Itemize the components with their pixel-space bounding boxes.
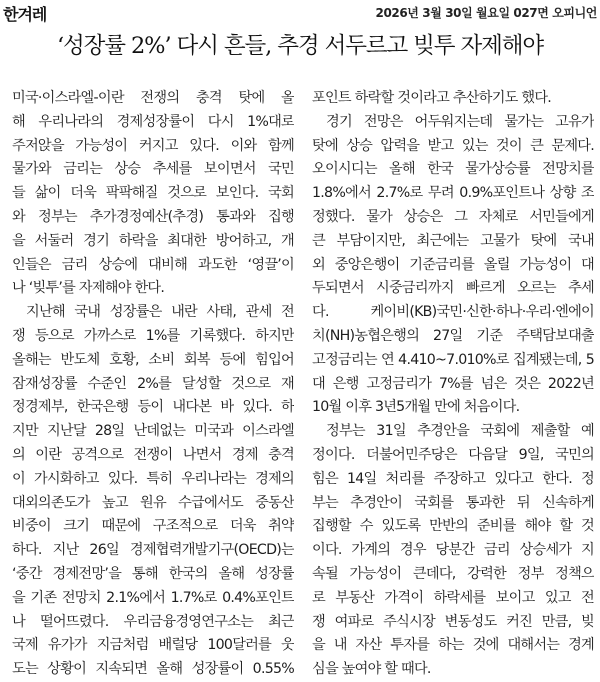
text-line: 이다. 가계의 경우 당분간 금리 상승세가 지 [312, 542, 594, 559]
newspaper-logo: 한겨레 [3, 5, 47, 24]
text-line: 물가와 금리는 상승 추세를 보이면서 국민 [12, 161, 294, 178]
text-line: 로 부동산 가격이 하락세를 보이고 있고 전 [312, 589, 594, 606]
text-line: 와 정부는 추가경정예산(추경) 통과와 집행 [12, 208, 294, 225]
text-line: 큰 부담이지만, 최근에는 고물가 탓에 국내 [312, 232, 594, 249]
text-line: 심을 높여야 할 때다. [312, 661, 431, 678]
text-line: 을 서둘러 경기 하락을 최대한 방어하고, 개 [12, 232, 294, 249]
text-line: 쟁 등으로 가까스로 1%를 기록했다. 하지만 [12, 327, 294, 344]
text-line: 10월 이후 3년5개월 만에 처음이다. [312, 399, 520, 416]
text-line: ‘중간 경제전망’을 통해 한국의 올해 성장률 [12, 565, 294, 582]
text-line: 다. 케이비(KB)국민·신한·하나·우리·엔에이 [312, 304, 594, 321]
text-line: 의 이란 공격으로 전쟁이 나면서 경제 충격 [12, 446, 294, 463]
text-line: 비중이 크기 때문에 구조적으로 더욱 취약 [12, 518, 294, 535]
text-line: 고정금리는 연 4.410~7.010%로 집계됐는데, 5 [312, 351, 594, 368]
text-line: 이 가시화하고 있다. 특히 우리나라는 경제의 [12, 470, 294, 487]
text-line: 해 우리나라의 경제성장률이 다시 1%대로 [12, 113, 294, 130]
text-line: 치(NH)농협은행의 27일 기준 주택담보대출 [312, 327, 594, 344]
article-headline: ‘성장률 2%’ 다시 흔들, 추경 서두르고 빚투 자제해야 [56, 33, 544, 59]
text-line: 속될 가능성이 큰데다, 강력한 정부 정책으 [312, 565, 594, 582]
text-line: 1.8%에서 2.7%로 무려 0.9%포인트나 상향 조 [312, 185, 594, 202]
text-line: 나 떨어뜨렸다. 우리금융경영연구소는 최근 [12, 613, 294, 630]
text-line: 을 기존 전망치 2.1%에서 1.7%로 0.4%포인트 [12, 589, 294, 606]
text-line: 쟁 여파로 주식시장 변동성도 커진 만큼, 빚 [312, 613, 594, 630]
paragraph-start-line: 정부는 31일 추경안을 국회에 제출할 예 [326, 423, 594, 440]
text-line: 잠재성장률 수준인 2%를 달성할 것으로 재 [12, 375, 294, 392]
text-line: 주저앉을 가능성이 커지고 있다. 이와 함께 [12, 137, 294, 154]
text-line: 집행할 수 있도록 만반의 준비를 해야 할 것 [312, 518, 594, 535]
text-line: 올해는 반도체 호황, 소비 회복 등에 힘입어 [12, 351, 294, 368]
text-line: 오이시디는 올해 한국 물가상승률 전망치를 [312, 161, 594, 178]
text-line: 정했다. 물가 상승은 그 자체로 서민들에게 [312, 208, 594, 225]
text-line: 대 은행 고정금리가 7%를 넘은 것은 2022년 [312, 375, 594, 392]
text-line: 두되면서 시중금리까지 빠르게 오르는 추세 [312, 280, 594, 297]
text-line: 외 중앙은행이 기준금리를 올릴 가능성이 대 [312, 256, 594, 273]
text-line: 국제 유가가 지금처럼 배럴당 100달러를 웃 [12, 637, 294, 654]
masthead [0, 0, 600, 26]
text-line: 탓에 상승 압력을 받고 있는 것이 큰 문제다. [312, 137, 594, 154]
text-line: 지만 지난달 28일 난데없는 미국과 이스라엘 [12, 423, 294, 440]
paragraph-start-line: 지난해 국내 성장률은 내란 사태, 관세 전 [26, 304, 294, 321]
text-line: 하다. 지난 26일 경제협력개발기구(OECD)는 [12, 542, 294, 559]
text-line: 부는 추경안이 국회를 통과한 뒤 신속하게 [312, 494, 594, 511]
text-line: 정경제부, 한국은행 등이 내다본 바 있다. 하 [12, 399, 294, 416]
article-column-left [12, 87, 294, 682]
text-line: 미국·이스라엘-이란 전쟁의 충격 탓에 올 [12, 90, 294, 106]
text-line: 들 삶이 더욱 팍팍해질 것으로 보인다. 국회 [12, 185, 294, 202]
text-line: 힘은 14일 처리를 주장하고 있다고 한다. 정 [312, 470, 594, 487]
text-line: 포인트 하락할 것이라고 추산하기도 했다. [312, 90, 552, 106]
dateline: 2026년 3월 30일 월요일 027면 오피니언 [375, 6, 597, 20]
text-line: 대외의존도가 높고 원유 수급에서도 중동산 [12, 494, 294, 511]
text-line: 정이다. 더불어민주당은 다음달 9일, 국민의 [312, 446, 594, 463]
text-line: 도는 상황이 지속되면 올해 성장률이 0.55% [12, 661, 294, 678]
text-line: 인들은 금리 상승에 대비해 과도한 ‘영끌’이 [12, 256, 294, 273]
text-line: 나 ‘빚투’를 자제해야 한다. [12, 280, 165, 297]
article-column-right [312, 87, 594, 682]
paragraph-start-line: 경기 전망은 어두워지는데 물가는 고유가 [326, 113, 594, 130]
text-line: 을 내 자산 투자를 하는 것에 대해서는 경계 [312, 637, 594, 654]
